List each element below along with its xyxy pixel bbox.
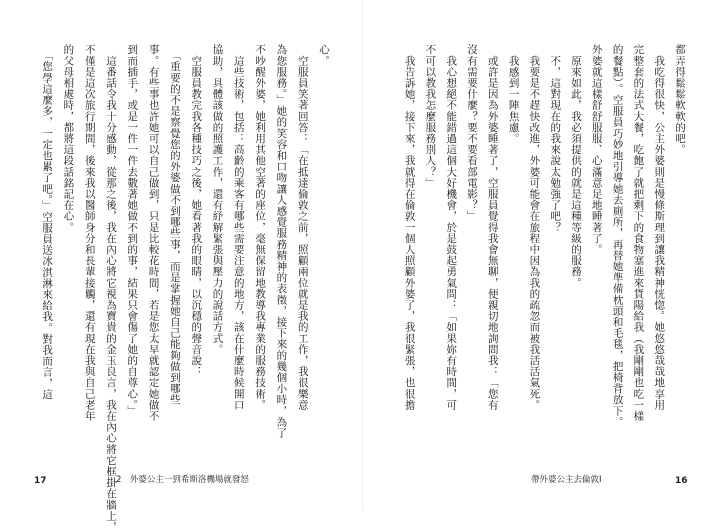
text-column: 原來如此，我必須提供的就是這種等級的服務。	[570, 44, 582, 289]
text-column: 不，這對現在的我來說太勉強了吧？	[549, 44, 562, 233]
text-column: 外婆就這樣舒舒服服、心滿意足地睡著了。	[590, 44, 603, 255]
running-head-left: 2 外婆公主一到希斯洛機場就發怒	[116, 475, 249, 485]
page-number-left: 17	[34, 476, 47, 486]
text-column: 的父母相處時，都將這段話銘記在心。	[62, 44, 75, 233]
right-page	[363, 0, 726, 510]
text-column: 為您服務。」她的笑容和口吻讓人感覺服務精神的表徵，接下來的幾個小時，為了	[275, 44, 288, 439]
text-column: 空服員笑著回答：「在抵達倫敦之前，照顧兩位就是我的工作，我很樂意	[296, 44, 309, 411]
text-column: 「重要的不是察覺您的外婆做不到哪些事，而是掌握她自己能夠做到哪些	[168, 44, 181, 406]
page-number-right: 16	[675, 476, 688, 486]
text-column: 我告訴她，接下來，我就得在倫敦一個人照顧外婆了，我很緊張，也很擔	[403, 44, 416, 411]
text-column: 的餐點）。空服員巧妙地引導她去廁所，再替她準備枕頭和毛毯，把椅背放下。	[611, 44, 624, 428]
text-column: 不吵醒外婆，她利用其他空著的座位，毫無保留地教導我專業的服務技術。	[254, 44, 267, 411]
text-column: 這番話令我十分感動，從那之後，我在內心將它視為寶貴的金玉良言，我在內心將它框掛在牆上，	[105, 44, 117, 532]
text-column: 我感到一陣焦慮。	[507, 44, 520, 144]
text-column: 到而插手，或是一件一件去數著她做不到的事，結果只會傷了她的自尊心。」	[126, 44, 139, 417]
text-column: 空服員教完我各種技巧之後，她看著我的眼睛，以沉穩的聲音說：	[190, 44, 203, 377]
text-column: 我吃得很快，公主外婆則是慢條斯理到讓我精神恍惚。她悠悠哉哉地享用	[653, 44, 666, 411]
text-column: 我心想絕不能錯過這個大好機會，於是鼓起勇氣問：「如果妳有時間，可	[445, 44, 458, 411]
text-column: 協助，具體該做的照護工作，還有紓解緊張與壓力的說話方式。	[211, 44, 224, 355]
text-column: 不僅是這次旅行期間，後來我以醫師身分和長輩接觸，還有現在我與自己老年	[83, 44, 96, 422]
text-column: 或許是因為外婆睡著了，空服員覺得我會無聊，便親切地詢問我：「您有	[486, 44, 499, 411]
text-column: 都弄得鬆鬆軟軟的吧。	[674, 44, 686, 155]
text-column: 「您學這麼多，一定也累了吧。」空服員送冰淇淋來給我。對我而言，這	[41, 44, 54, 400]
text-column: 完整套的法式大餐，吃飽了就把剩下的食物塞進來貨陽給我（我剛剛也吃一樣	[632, 44, 645, 422]
text-column: 沒有需要什麼？要不要看部電影？」	[466, 44, 478, 222]
text-column: 心。	[318, 44, 330, 67]
running-head-right: 帶外婆公主去倫敦Ⅰ	[531, 475, 602, 485]
text-column: 不可以教我怎麼服務別人？」	[424, 44, 437, 189]
text-column: 事。有些事也許她可以自己做到，只是比較花時間，若是您太早就認定她做不	[147, 44, 160, 422]
text-column: 這些技術，包括：高齡的乘客有哪些需要注意的地方，該在什麼時候開口	[232, 44, 245, 411]
text-column: 我要是不趕快改進，外婆可能會在旅程中因為我的疏忽而被我活活氣死。	[528, 44, 541, 411]
